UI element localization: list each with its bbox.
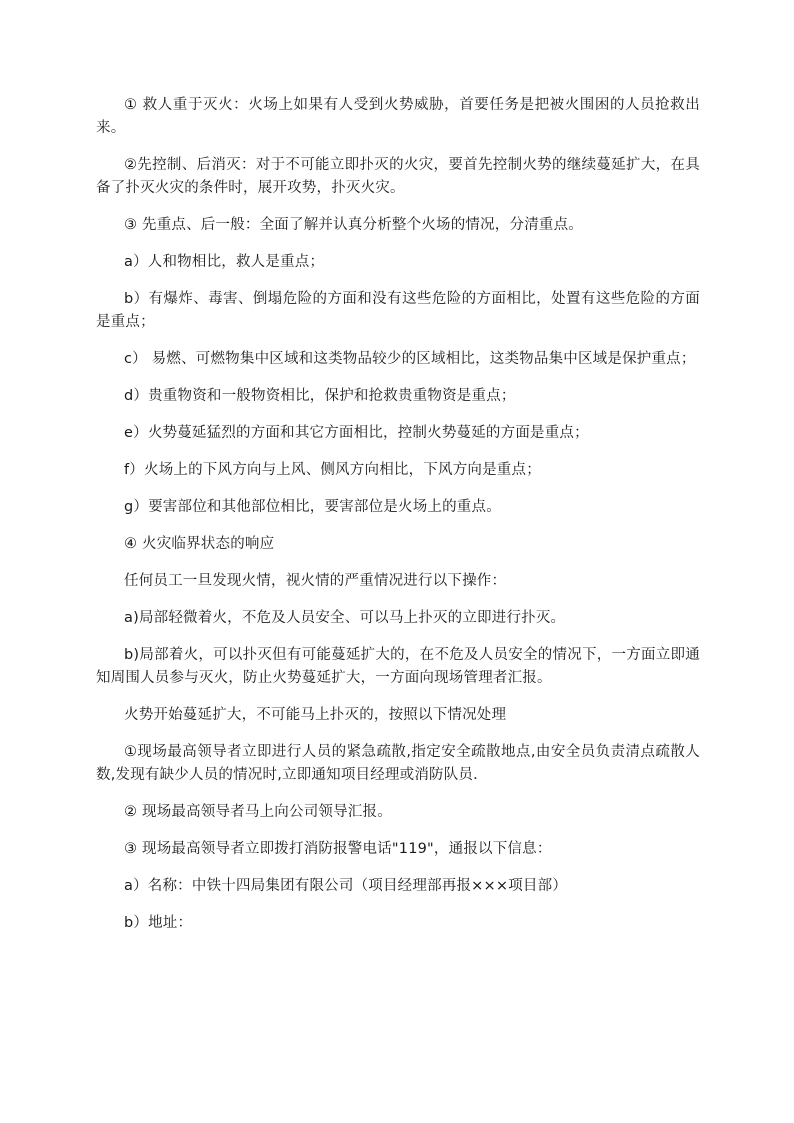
paragraph-item-a: a）人和物相比，救人是重点； xyxy=(124,254,325,270)
paragraph-evacuation: ①现场最高领导者立即进行人员的紧急疏散,指定安全疏散地点,由安全员负责清点疏散人数,发现有缺少人员的情况时,立即通知项目经理或消防队员. xyxy=(96,744,700,783)
paragraph-address: b）地址： xyxy=(124,915,193,931)
paragraph-item-f: f）火场上的下风方向与上风、侧风方向相比，下风方向是重点； xyxy=(124,462,541,478)
paragraph-local-fire: b)局部着火，可以扑灭但有可能蔓延扩大的，在不危及人员安全的情况下，一方面立即通知周围人员参与灭火，防止火势蔓延扩大，一方面向现场管理者汇报。 xyxy=(96,647,700,686)
paragraph-item-e: e）火势蔓延猛烈的方面和其它方面相比，控制火势蔓延的方面是重点； xyxy=(124,425,589,441)
paragraph-employee-actions: 任何员工一旦发现火情，视火情的严重情况进行以下操作： xyxy=(124,573,507,589)
paragraph-item-c: c） 易燃、可燃物集中区域和这类物品较少的区域相比，这类物品集中区域是保护重点； xyxy=(124,351,696,367)
paragraph-company-name: a）名称：中铁十四局集团有限公司（项目经理部再报×××项目部） xyxy=(124,878,568,894)
paragraph-priority-first: ③ 先重点、后一般：全面了解并认真分析整个火场的情况，分清重点。 xyxy=(124,217,584,233)
paragraph-minor-fire: a)局部轻微着火，不危及人员安全、可以马上扑灭的立即进行扑灭。 xyxy=(124,610,566,626)
paragraph-item-d: d）贵重物资和一般物资相比，保护和抢救贵重物资是重点； xyxy=(124,388,516,404)
paragraph-item-b: b）有爆炸、毒害、倒塌危险的方面和没有这些危险的方面相比，处置有这些危险的方面是重点； xyxy=(96,291,700,330)
paragraph-call-119: ③ 现场最高领导者立即拨打消防报警电话"119"，通报以下信息： xyxy=(124,841,552,857)
paragraph-critical-state-heading: ④ 火灾临界状态的响应 xyxy=(124,536,275,552)
paragraph-spreading-fire: 火势开始蔓延扩大，不可能马上扑灭的，按照以下情况处理 xyxy=(124,707,507,723)
document-body xyxy=(96,94,700,949)
paragraph-item-g: g）要害部位和其他部位相比，要害部位是火场上的重点。 xyxy=(124,499,501,515)
paragraph-control-then-extinguish: ②先控制、后消灭：对于不可能立即扑灭的火灾，要首先控制火势的继续蔓延扩大，在具备了扑灭火灾的条件时，展开攻势，扑灭火灾。 xyxy=(96,157,700,196)
paragraph-rescue-first: ① 救人重于灭火：火场上如果有人受到火势威胁，首要任务是把被火围困的人员抢救出来。 xyxy=(96,97,700,136)
paragraph-report-company: ② 现场最高领导者马上向公司领导汇报。 xyxy=(124,804,392,820)
